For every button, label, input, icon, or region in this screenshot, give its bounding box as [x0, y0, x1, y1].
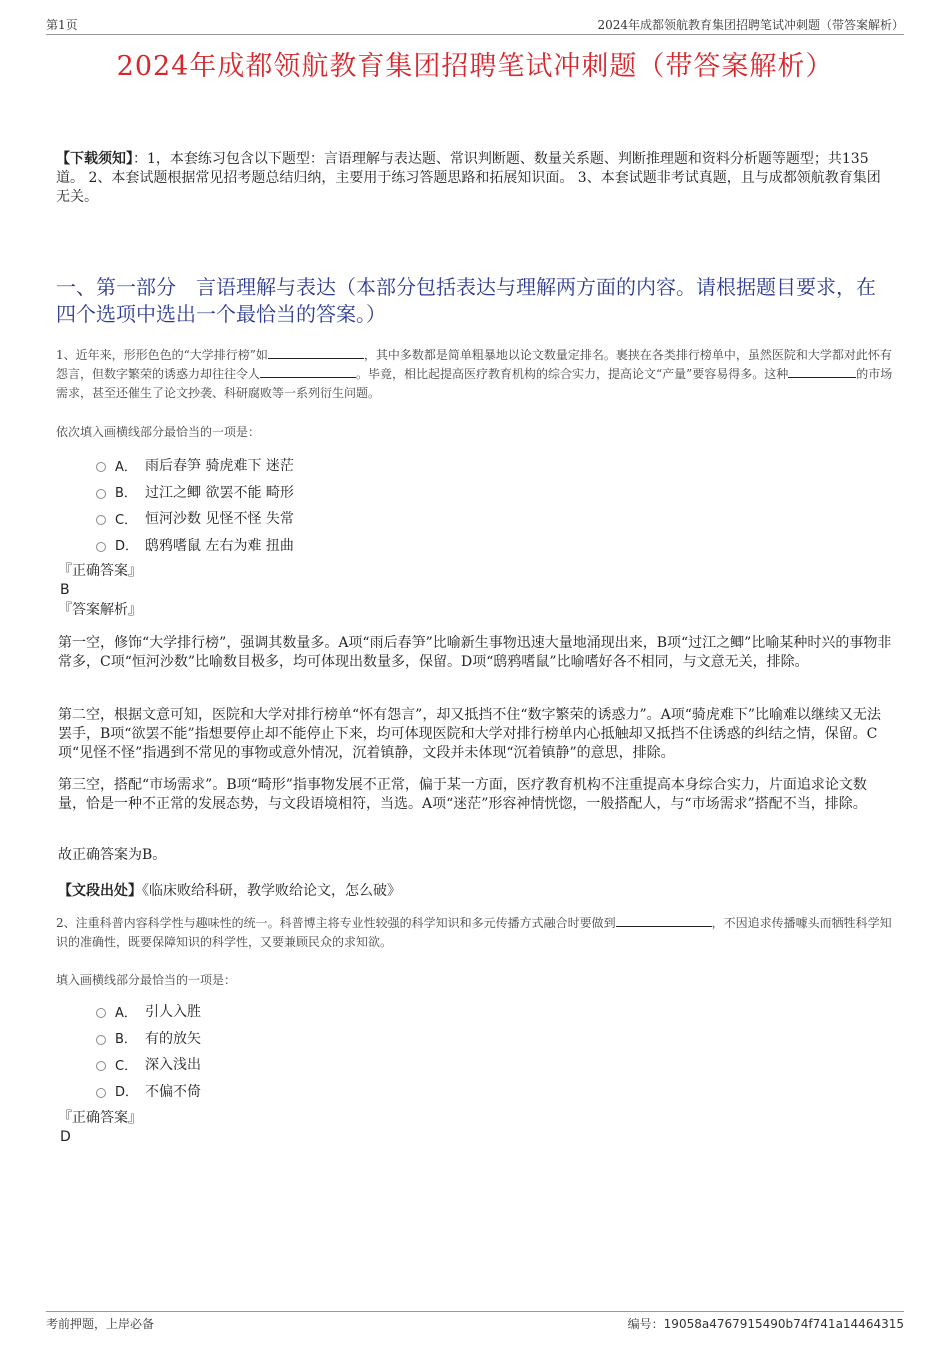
- question-2-prompt: 填入画横线部分最恰当的一项是：: [56, 973, 237, 987]
- fill-blank-2: [260, 365, 356, 378]
- option-letter: A．: [115, 1005, 137, 1021]
- q1-text-part-3: 。毕竟，相比起提高医疗教育机构的综合实力，提高论文“产量”要容易得多。这种: [356, 367, 789, 381]
- q2-text-part-2: ，不因追求传播噱头而牺牲科学知识的准确性，既要保障知识的科学性，又要兼顾民众的求知欲。: [56, 916, 892, 949]
- option-letter: B．: [115, 1032, 137, 1048]
- document-title: 2024年成都领航教育集团招聘笔试冲刺题（带答案解析）: [116, 51, 834, 82]
- text-source: [58, 880, 401, 900]
- answer-label: 『正确答案』: [58, 563, 142, 579]
- option-b[interactable]: [96, 1025, 201, 1052]
- option-d[interactable]: [96, 532, 294, 559]
- question-2-options: [96, 998, 201, 1104]
- source-text: 《临床败给科研，教学败给论文，怎么破》: [142, 883, 401, 899]
- option-text: 雨后春笋 骑虎难下 迷茫: [145, 458, 294, 475]
- fill-blank-3: [788, 365, 856, 378]
- download-notice: [56, 150, 890, 207]
- option-c[interactable]: [96, 1051, 201, 1078]
- correct-answer: B: [60, 582, 70, 598]
- option-text: 不偏不倚: [145, 1083, 201, 1100]
- answer-label: 『正确答案』: [58, 1110, 142, 1126]
- option-letter: D．: [115, 1085, 139, 1101]
- option-text: 引人入胜: [145, 1004, 201, 1021]
- radio-icon[interactable]: [96, 1008, 106, 1018]
- radio-icon[interactable]: [96, 489, 106, 499]
- radio-icon[interactable]: [96, 1061, 106, 1071]
- option-letter: B．: [115, 486, 137, 502]
- question-2-answer-block: [58, 1109, 142, 1147]
- option-text: 鸱鸦嗜鼠 左右为难 扭曲: [145, 537, 294, 554]
- page-number: 第1页: [46, 18, 78, 32]
- page-header: [46, 14, 904, 35]
- notice-text: ：1，本套练习包含以下题型：言语理解与表达题、常识判断题、数量关系题、判断推理题和资料分析题等题型；共135道。 2、本套试题根据常见招考题总结归纳，主要用于练习答题思路和拓展知识面。 3、本套试题非考试真题，且与成都领航教育集团无关。: [56, 151, 881, 205]
- notice-label: 【下载须知】: [56, 151, 133, 167]
- option-c[interactable]: [96, 505, 294, 532]
- q1-text-part-2: ，其中多数都是简单粗暴地以论文数量定排名。裹挟在各类排行榜单中，虽然医院和大学都对此怀有怨言，但数字繁荣的诱惑力却往往令人: [56, 348, 892, 381]
- question-1-stem: [56, 346, 898, 403]
- header-doc-title: 2024年成都领航教育集团招聘笔试冲刺题（带答案解析）: [597, 18, 904, 32]
- option-letter: C．: [115, 1058, 138, 1074]
- fill-blank-1: [268, 346, 364, 359]
- radio-icon[interactable]: [96, 542, 106, 552]
- section-heading: 一、第一部分 言语理解与表达（本部分包括表达与理解两方面的内容。请根据题目要求，在四个选项中选出一个最恰当的答案。）: [56, 275, 876, 326]
- option-d[interactable]: [96, 1078, 201, 1105]
- analysis-label: 『答案解析』: [58, 602, 142, 618]
- radio-icon[interactable]: [96, 462, 106, 472]
- option-text: 恒河沙数 见怪不怪 失常: [145, 511, 294, 528]
- footer-slogan: 考前押题，上岸必备: [46, 1317, 155, 1331]
- code-value: 19058a4767915490b74f741a14464315: [663, 1317, 904, 1331]
- q2-text-part-1: 2、注重科普内容科学性与趣味性的统一。科普博主将专业性较强的科学知识和多元传播方式融合时要做到: [56, 916, 616, 930]
- option-letter: A．: [115, 459, 137, 475]
- analysis-conclusion: 故正确答案为B。: [58, 847, 167, 863]
- code-label: 编号：: [627, 1317, 664, 1331]
- option-a[interactable]: [96, 998, 201, 1025]
- page-footer: [46, 1311, 904, 1332]
- option-text: 有的放矢: [145, 1030, 201, 1047]
- document-code: [628, 1315, 904, 1332]
- radio-icon[interactable]: [96, 1088, 106, 1098]
- question-1-options: [96, 452, 294, 558]
- fill-blank-1: [616, 914, 712, 927]
- analysis-paragraph-3: 第三空，搭配“市场需求”。B项“畸形”指事物发展不正常，偏于某一方面，医疗教育机构不注重提高本身综合实力，片面追求论文数量，恰是一种不正常的发展态势，与文段语境相符，当选。A项“迷茫”形容神情恍惚，一般搭配人，与“市场需求”搭配不当，排除。: [58, 777, 867, 812]
- correct-answer: D: [60, 1129, 71, 1145]
- source-label: 【文段出处】: [58, 883, 142, 899]
- analysis-paragraph-1: 第一空，修饰“大学排行榜”，强调其数量多。A项“雨后春笋”比喻新生事物迅速大量地涌现出来，B项“过江之鲫”比喻某种时兴的事物非常多，C项“恒河沙数”比喻数目极多，均可体现出数量多，保留。D项“鸱鸦嗜鼠”比喻嗜好各不相同，与文意无关，排除。: [58, 635, 892, 670]
- option-text: 过江之鲫 欲罢不能 畸形: [145, 484, 294, 501]
- question-1-prompt: 依次填入画横线部分最恰当的一项是：: [56, 425, 261, 439]
- q1-text-part-4: 的市场需求，甚至还催生了论文抄袭、科研腐败等一系列衍生问题。: [56, 367, 893, 400]
- option-a[interactable]: [96, 452, 294, 479]
- q1-text-part-1: 1、近年来，形形色色的“大学排行榜”如: [56, 348, 268, 362]
- question-2-stem: [56, 914, 898, 952]
- question-1-answer-block: [58, 562, 142, 620]
- option-letter: D．: [115, 539, 139, 555]
- option-b[interactable]: [96, 479, 294, 506]
- option-letter: C．: [115, 512, 138, 528]
- radio-icon[interactable]: [96, 1035, 106, 1045]
- radio-icon[interactable]: [96, 515, 106, 525]
- option-text: 深入浅出: [145, 1057, 201, 1074]
- analysis-paragraph-2: 第二空，根据文意可知，医院和大学对排行榜单“怀有怨言”，却又抵挡不住“数字繁荣的诱惑力”。A项“骑虎难下”比喻难以继续又无法罢手，B项“欲罢不能”指想要停止却不能停止下来，均可体现医院和大学对排行榜单内心抵触却又抵挡不住诱惑的纠结之情，保留。C项“见怪不怪”指遇到不常见的事物或意外情况，沉着镇静，文段并未体现“沉着镇静”的意思，排除。: [58, 707, 882, 761]
